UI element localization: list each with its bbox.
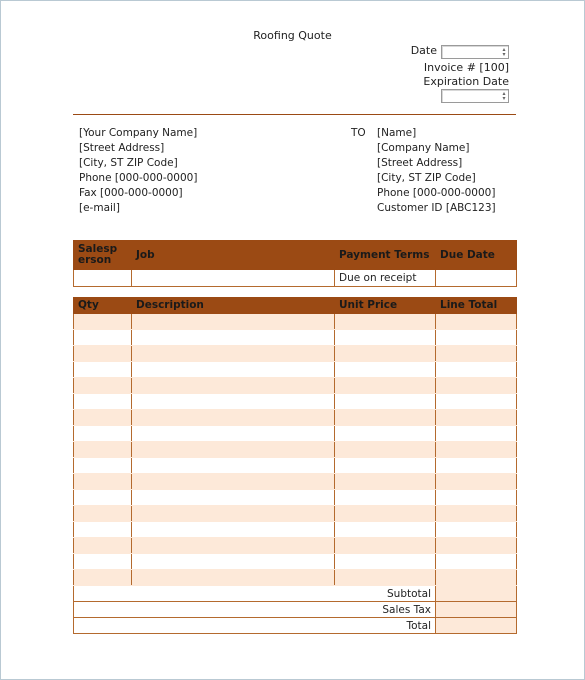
to-customer-id: Customer ID [ABC123] (377, 202, 496, 214)
to-company: [Company Name] (377, 142, 470, 154)
to-city: [City, ST ZIP Code] (377, 172, 476, 184)
description-cell[interactable] (132, 538, 335, 554)
line-total-cell[interactable] (436, 442, 517, 458)
qty-cell[interactable] (74, 554, 132, 570)
table-row (74, 474, 517, 490)
qty-cell[interactable] (74, 362, 132, 378)
unit-price-cell[interactable] (335, 538, 436, 554)
description-header: Description (132, 298, 335, 314)
table-row (74, 490, 517, 506)
salesperson-header: Salesperson (74, 241, 132, 270)
payment-terms-header: Payment Terms (335, 241, 436, 270)
subtotal-label: Subtotal (74, 586, 436, 602)
table-row (74, 506, 517, 522)
table-row (74, 570, 517, 586)
due-date-cell[interactable] (436, 270, 517, 287)
qty-cell[interactable] (74, 522, 132, 538)
expiration-date-label: Expiration Date (423, 75, 509, 88)
description-cell[interactable] (132, 506, 335, 522)
sales-tax-row (74, 602, 517, 618)
qty-cell[interactable] (74, 394, 132, 410)
qty-cell[interactable] (74, 490, 132, 506)
description-cell[interactable] (132, 426, 335, 442)
sales-tax-value[interactable] (436, 602, 517, 618)
unit-price-cell[interactable] (335, 314, 436, 330)
description-cell[interactable] (132, 522, 335, 538)
to-phone: Phone [000-000-0000] (377, 187, 496, 199)
table-row (74, 554, 517, 570)
qty-cell[interactable] (74, 538, 132, 554)
items-table (73, 297, 517, 634)
table-row (74, 330, 517, 346)
description-cell[interactable] (132, 490, 335, 506)
line-total-cell[interactable] (436, 362, 517, 378)
total-row (74, 618, 517, 634)
unit-price-cell[interactable] (335, 506, 436, 522)
job-header: Job (132, 241, 335, 270)
qty-cell[interactable] (74, 378, 132, 394)
description-cell[interactable] (132, 378, 335, 394)
unit-price-cell[interactable] (335, 490, 436, 506)
terms-table (73, 240, 517, 287)
line-total-cell[interactable] (436, 506, 517, 522)
from-street: [Street Address] (79, 142, 165, 154)
from-company: [Your Company Name] (79, 127, 198, 139)
from-phone: Phone [000-000-0000] (79, 172, 198, 184)
line-total-cell[interactable] (436, 554, 517, 570)
qty-cell[interactable] (74, 458, 132, 474)
date-label: Date (410, 44, 437, 57)
description-cell[interactable] (132, 330, 335, 346)
from-address (79, 126, 197, 216)
description-cell[interactable] (132, 346, 335, 362)
terms-row (74, 270, 517, 287)
from-fax: Fax [000-000-0000] (79, 187, 183, 199)
line-total-cell[interactable] (436, 490, 517, 506)
line-total-cell[interactable] (436, 378, 517, 394)
description-cell[interactable] (132, 474, 335, 490)
unit-price-cell[interactable] (335, 410, 436, 426)
header-divider (73, 114, 516, 115)
unit-price-cell[interactable] (335, 442, 436, 458)
expiration-date-field[interactable] (441, 89, 509, 103)
from-email: [e-mail] (79, 202, 120, 214)
table-row (74, 394, 517, 410)
qty-cell[interactable] (74, 506, 132, 522)
line-total-cell[interactable] (436, 458, 517, 474)
line-total-cell[interactable] (436, 346, 517, 362)
total-label: Total (74, 618, 436, 634)
line-total-header: Line Total (436, 298, 517, 314)
invoice-number: Invoice # [100] (423, 61, 509, 74)
spinner-icon[interactable]: ▴ ▾ (502, 46, 506, 58)
description-cell[interactable] (132, 554, 335, 570)
table-row (74, 522, 517, 538)
sales-tax-label: Sales Tax (74, 602, 436, 618)
line-total-cell[interactable] (436, 426, 517, 442)
unit-price-cell[interactable] (335, 362, 436, 378)
spinner-icon[interactable]: ▴ ▾ (502, 90, 506, 102)
qty-cell[interactable] (74, 410, 132, 426)
qty-cell[interactable] (74, 330, 132, 346)
salesperson-cell[interactable] (74, 270, 132, 287)
line-total-cell[interactable] (436, 394, 517, 410)
table-row (74, 426, 517, 442)
line-total-cell[interactable] (436, 314, 517, 330)
total-value[interactable] (436, 618, 517, 634)
unit-price-cell[interactable] (335, 394, 436, 410)
unit-price-cell[interactable] (335, 458, 436, 474)
unit-price-cell[interactable] (335, 474, 436, 490)
job-cell[interactable] (132, 270, 335, 287)
to-label: TO (351, 127, 366, 139)
description-cell[interactable] (132, 362, 335, 378)
qty-cell[interactable] (74, 474, 132, 490)
table-row (74, 538, 517, 554)
line-total-cell[interactable] (436, 410, 517, 426)
line-total-cell[interactable] (436, 570, 517, 586)
due-date-header: Due Date (436, 241, 517, 270)
table-row (74, 410, 517, 426)
description-cell[interactable] (132, 458, 335, 474)
qty-header: Qty (74, 298, 132, 314)
from-city: [City, ST ZIP Code] (79, 157, 178, 169)
line-total-cell[interactable] (436, 474, 517, 490)
unit-price-header: Unit Price (335, 298, 436, 314)
description-cell[interactable] (132, 394, 335, 410)
unit-price-cell[interactable] (335, 346, 436, 362)
unit-price-cell[interactable] (335, 554, 436, 570)
to-name: [Name] (377, 127, 417, 139)
document-title: Roofing Quote (253, 29, 332, 42)
qty-cell[interactable] (74, 346, 132, 362)
subtotal-value[interactable] (436, 586, 517, 602)
to-address (377, 126, 496, 216)
unit-price-cell[interactable] (335, 522, 436, 538)
qty-cell[interactable] (74, 442, 132, 458)
payment-terms-cell[interactable]: Due on receipt (335, 270, 436, 287)
table-row (74, 442, 517, 458)
description-cell[interactable] (132, 442, 335, 458)
table-row (74, 346, 517, 362)
line-total-cell[interactable] (436, 330, 517, 346)
line-total-cell[interactable] (436, 538, 517, 554)
description-cell[interactable] (132, 570, 335, 586)
unit-price-cell[interactable] (335, 378, 436, 394)
subtotal-row (74, 586, 517, 602)
description-cell[interactable] (132, 410, 335, 426)
unit-price-cell[interactable] (335, 426, 436, 442)
line-total-cell[interactable] (436, 522, 517, 538)
description-cell[interactable] (132, 314, 335, 330)
qty-cell[interactable] (74, 570, 132, 586)
table-row (74, 458, 517, 474)
unit-price-cell[interactable] (335, 330, 436, 346)
date-field[interactable] (441, 45, 509, 59)
qty-cell[interactable] (74, 426, 132, 442)
table-row (74, 378, 517, 394)
qty-cell[interactable] (74, 314, 132, 330)
unit-price-cell[interactable] (335, 570, 436, 586)
table-row (74, 362, 517, 378)
to-street: [Street Address] (377, 157, 463, 169)
table-row (74, 314, 517, 330)
